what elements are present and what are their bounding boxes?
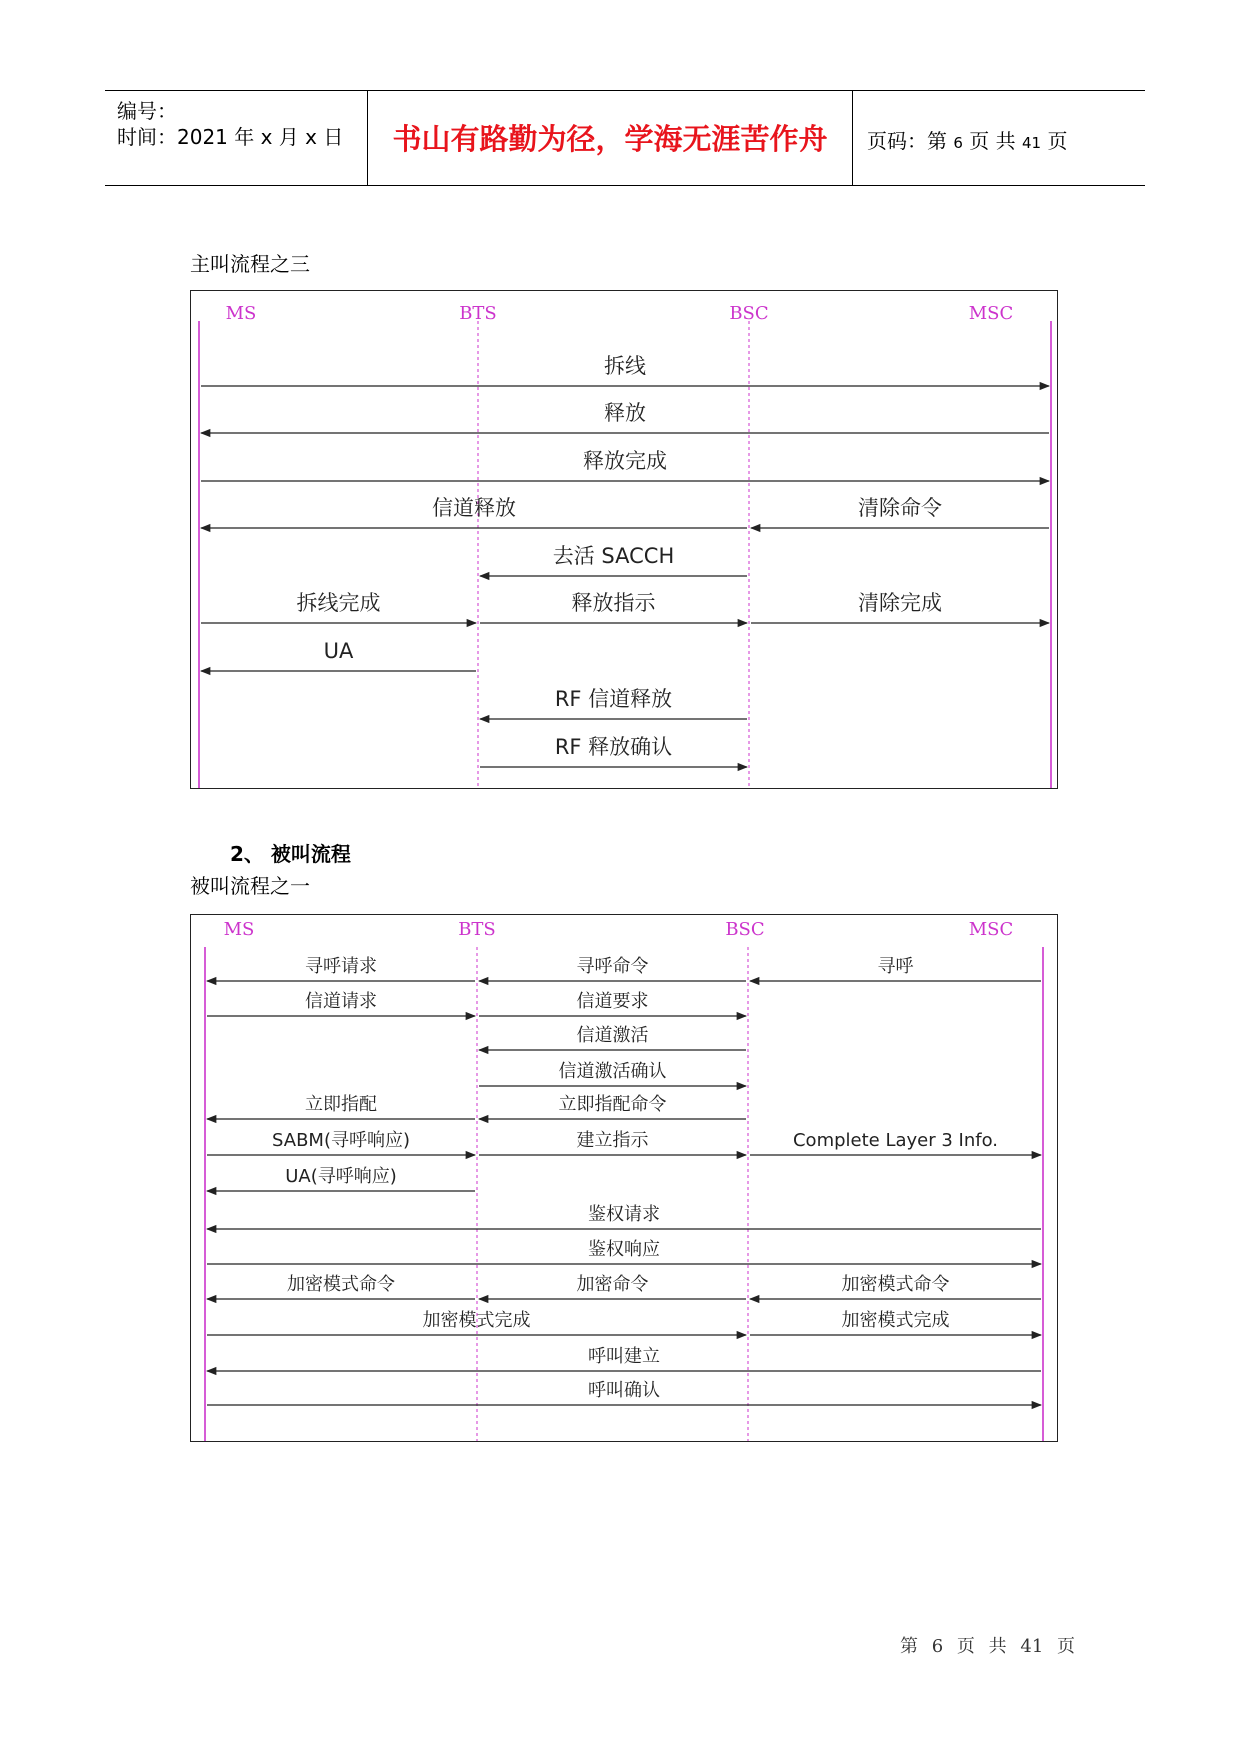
lifeline-label-bts: BTS [459, 303, 497, 324]
message-label: UA [323, 639, 354, 663]
message-label: RF 释放确认 [554, 735, 673, 759]
time-label: 时间：2021 年 x 月 x 日 [117, 125, 344, 149]
message-label: 拆线完成 [296, 591, 381, 615]
message-label: SABM(寻呼响应) [272, 1130, 410, 1151]
page-footer [900, 1632, 1075, 1658]
message-label: 加密模式命令 [841, 1274, 950, 1295]
sequence-diagram-svg [191, 915, 1057, 1441]
calling-flow-diagram [190, 290, 1058, 789]
message-label: 寻呼命令 [576, 956, 649, 977]
footer-prefix: 第 [900, 1636, 918, 1657]
message-label: 立即指配命令 [558, 1094, 667, 1115]
message-label: 信道激活确认 [558, 1061, 667, 1082]
caption-called-flow-1: 被叫流程之一 [190, 874, 310, 898]
message-label: 释放指示 [571, 591, 656, 615]
message-label: 立即指配 [305, 1094, 377, 1115]
message-label: 清除完成 [858, 591, 942, 615]
message-label: 寻呼请求 [305, 956, 377, 977]
motto: 书山有路勤为径，学海无涯苦作舟 [392, 122, 828, 156]
footer-mid: 页 共 [956, 1636, 1007, 1657]
page-number: 6 [953, 134, 963, 152]
message-label: 呼叫建立 [588, 1346, 660, 1367]
message-label: Complete Layer 3 Info. [792, 1130, 999, 1151]
message-label: 建立指示 [576, 1130, 649, 1151]
page-mid: 页 共 [969, 129, 1016, 153]
header-meta-cell [105, 91, 368, 185]
section-heading [230, 838, 351, 867]
message-label: 拆线 [604, 354, 646, 378]
message-label: 寻呼 [877, 956, 914, 977]
message-label: 加密命令 [576, 1274, 649, 1295]
number-label: 编号： [117, 99, 177, 123]
lifeline-label-msc: MSC [968, 303, 1014, 324]
message-label: 去活 SACCH [552, 544, 675, 568]
message-label: 信道要求 [576, 991, 649, 1012]
message-label: 加密模式完成 [422, 1310, 531, 1331]
lifeline-label-ms: MS [223, 919, 255, 940]
section-number: 2、 [230, 842, 264, 866]
called-flow-diagram [190, 914, 1058, 1442]
lifeline-label-ms: MS [225, 303, 257, 324]
caption-calling-flow-3: 主叫流程之三 [190, 252, 310, 276]
message-label: 加密模式命令 [287, 1274, 395, 1295]
message-label: UA(寻呼响应) [285, 1166, 397, 1187]
page-code [867, 125, 1067, 154]
page-prefix: 页码：第 [867, 129, 947, 153]
lifeline-label-msc: MSC [968, 919, 1014, 940]
header-page-cell [853, 91, 1145, 185]
message-label: 呼叫确认 [588, 1380, 660, 1401]
message-label: 清除命令 [858, 496, 942, 520]
footer-page-number: 6 [931, 1636, 944, 1657]
message-label: 释放 [604, 401, 646, 425]
page-suffix: 页 [1047, 129, 1068, 153]
page-total: 41 [1021, 134, 1042, 152]
message-label: 信道激活 [576, 1025, 649, 1046]
lifeline-label-bsc: BSC [725, 919, 765, 940]
message-label: 信道释放 [432, 496, 516, 520]
message-label: 鉴权响应 [588, 1239, 660, 1260]
footer-suffix: 页 [1057, 1636, 1076, 1657]
sequence-diagram-svg [191, 291, 1057, 788]
message-label: RF 信道释放 [554, 687, 673, 711]
lifeline-label-bsc: BSC [729, 303, 769, 324]
section-title: 被叫流程 [270, 842, 351, 866]
message-label: 加密模式完成 [841, 1310, 950, 1331]
footer-page-total: 41 [1020, 1636, 1044, 1657]
lifeline-label-bts: BTS [458, 919, 496, 940]
page-header [105, 90, 1145, 186]
message-label: 信道请求 [305, 991, 377, 1012]
message-label: 释放完成 [583, 449, 667, 473]
message-label: 鉴权请求 [588, 1204, 660, 1225]
header-motto-cell [368, 91, 853, 185]
